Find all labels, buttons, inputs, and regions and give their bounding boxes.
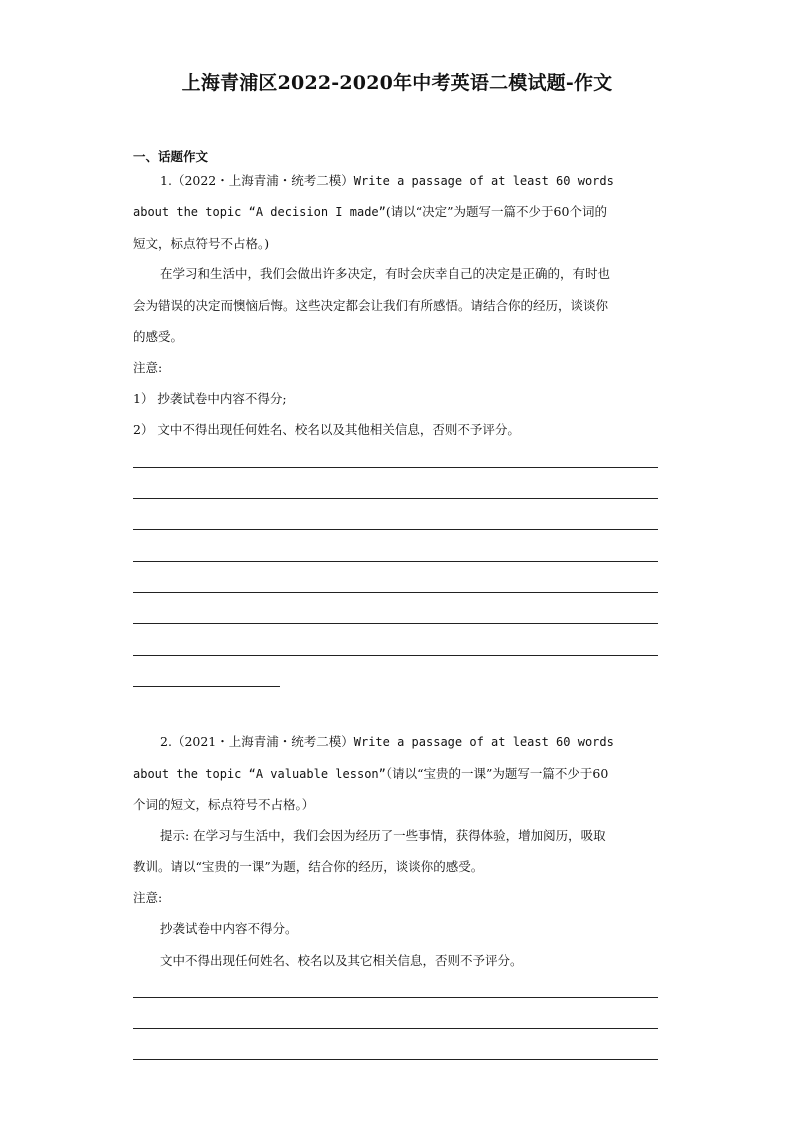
q1-prompt-line2 (133, 204, 607, 220)
q2-hint-line1: 提示: 在学习与生活中，我们会因为经历了一些事情，获得体验，增加阅历，吸取 (160, 828, 606, 843)
q2-answer-line (133, 997, 658, 998)
q1-number: 1. (160, 173, 172, 188)
q1-instruction-en: Write a passage of at least 60 words (353, 174, 614, 188)
q1-topic-en: about the topic “A decision I made” (133, 205, 386, 219)
page-title: 上海青浦区2022-2020年中考英语二模试题-作文 (181, 72, 613, 94)
section-heading: 一、话题作文 (133, 149, 209, 164)
q1-answer-line (133, 592, 658, 593)
q2-answer-line (133, 1059, 658, 1060)
q2-instruction-en: Write a passage of at least 60 words (353, 735, 614, 749)
q2-prompt-line3: 个词的短文，标点符号不占格。） (133, 797, 315, 812)
q1-answer-line (133, 655, 658, 656)
q2-answer-line (133, 1028, 658, 1029)
q2-source: （2021・上海青浦・统考二模） (171, 734, 354, 749)
q2-hint-line2: 教训。请以“宝贵的一课”为题，结合你的经历，谈谈你的感受。 (133, 859, 484, 874)
q2-note-label: 注意: (133, 890, 163, 905)
q2-topic-en: about the topic “A valuable lesson” (133, 767, 386, 781)
q2-note-2: 文中不得出现任何姓名、校名以及其它相关信息，否则不予评分。 (160, 953, 523, 968)
q2-topic-cn: （请以“宝贵的一课”为题写一篇不少于60 (385, 766, 609, 781)
q1-answer-line-short (133, 686, 280, 687)
q2-prompt-line2 (133, 766, 608, 782)
q1-note-2: 2） 文中不得出现任何姓名、校名以及其他相关信息，否则不予评分。 (133, 422, 520, 437)
q1-topic-cn: (请以“决定”为题写一篇不少于60个词的 (385, 204, 607, 219)
q1-answer-line (133, 623, 658, 624)
q2-prompt-line1 (160, 734, 614, 750)
q1-prompt-line1 (160, 173, 614, 189)
q1-note-1: 1） 抄袭试卷中内容不得分; (133, 391, 287, 406)
q1-answer-line (133, 467, 658, 468)
q1-answer-line (133, 561, 658, 562)
q1-note-label: 注意: (133, 360, 163, 375)
q1-answer-line (133, 529, 658, 530)
q2-number: 2. (160, 734, 172, 749)
q1-context-line2: 会为错误的决定而懊恼后悔。这些决定都会让我们有所感悟。请结合你的经历，谈谈你 (133, 298, 609, 313)
q1-source: （2022・上海青浦・统考二模） (171, 173, 354, 188)
q1-context-line1: 在学习和生活中，我们会做出许多决定，有时会庆幸自己的决定是正确的，有时也 (160, 266, 611, 281)
q1-context-line3: 的感受。 (133, 329, 184, 344)
q1-answer-line (133, 498, 658, 499)
q1-prompt-line3: 短文，标点符号不占格。) (133, 236, 270, 251)
q2-note-1: 抄袭试卷中内容不得分。 (160, 921, 298, 936)
